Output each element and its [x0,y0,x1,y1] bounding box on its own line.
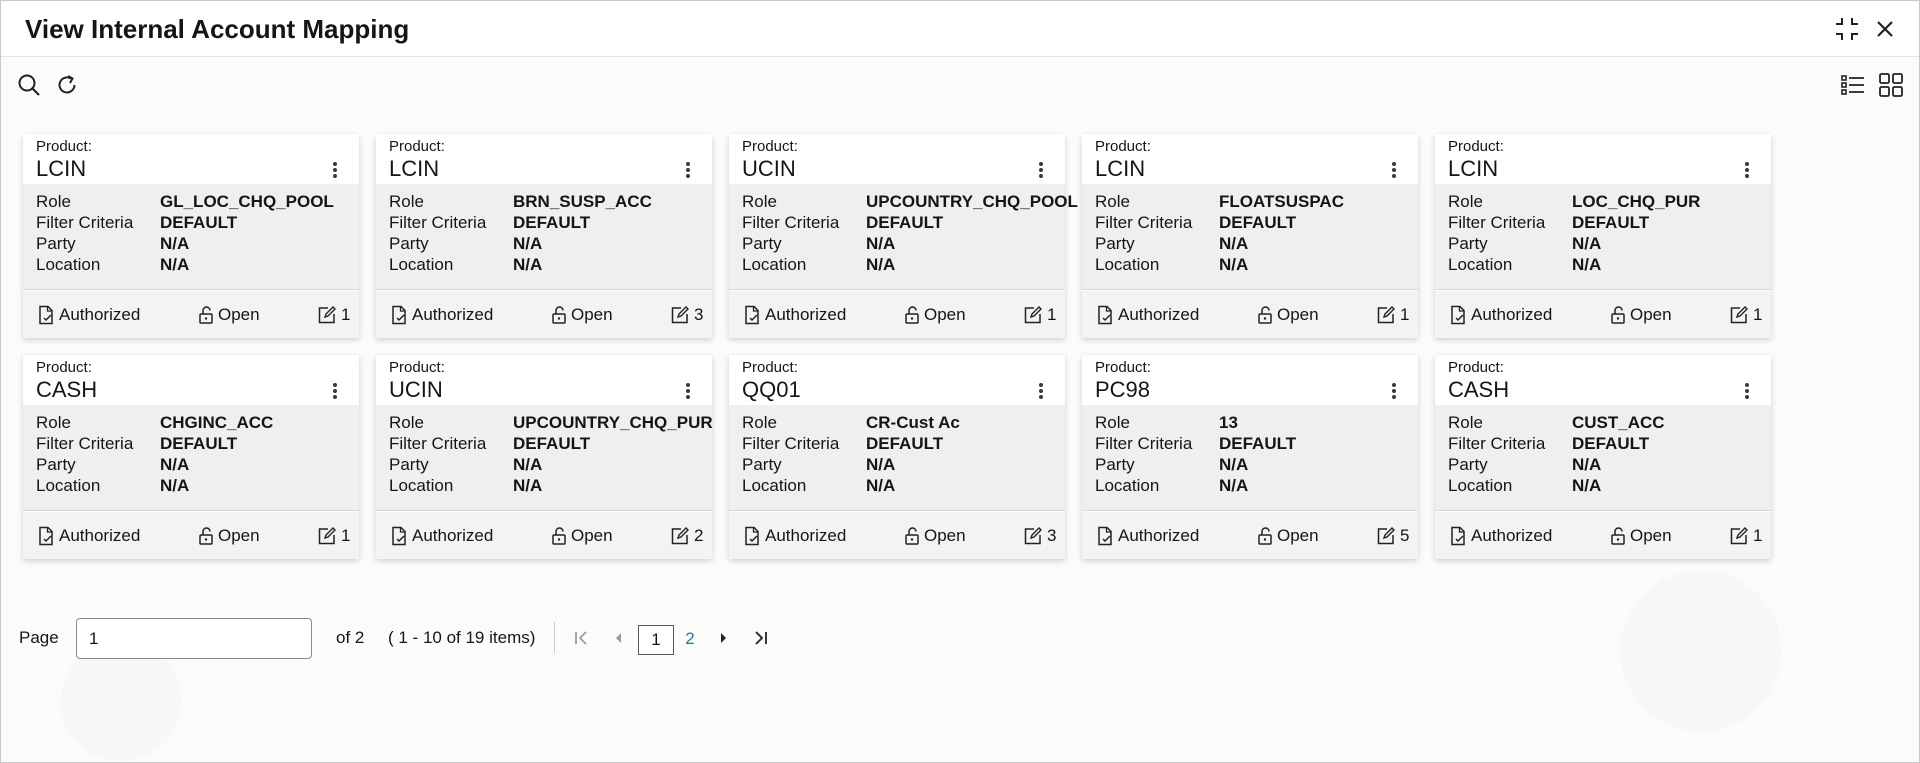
card-grid [23,134,1783,564]
filter-criteria-value: DEFAULT [1572,213,1650,232]
filter-criteria-value: DEFAULT [866,213,944,232]
open-status [1610,304,1672,326]
card-footer [729,512,1065,559]
edit-icon [1729,305,1749,325]
previous-page-icon[interactable] [607,626,631,650]
card-details [1435,184,1771,290]
role-value: 13 [1219,413,1238,432]
close-icon[interactable] [1871,15,1899,43]
modification-count-text: 3 [694,305,704,324]
role-value: LOC_CHQ_PUR [1572,192,1701,211]
location-label: Location [742,476,807,495]
filter-criteria-value: DEFAULT [513,434,591,453]
card-footer [729,291,1065,338]
party-label: Party [1095,455,1135,474]
product-label: Product: [1095,359,1151,376]
product-label: Product: [1448,138,1504,155]
open-status-text: Open [1630,526,1672,545]
role-label: Role [1448,192,1483,211]
mapping-card[interactable] [729,355,1065,559]
grid-view-icon[interactable] [1877,71,1905,99]
location-value: N/A [1219,476,1249,495]
product-value: CASH [1448,377,1510,402]
edit-icon [1023,526,1043,546]
authorized-status [1096,304,1199,326]
role-value: CUST_ACC [1572,413,1665,432]
authorized-status [390,304,493,326]
modification-count-text: 1 [341,526,351,545]
card-header [1082,134,1418,184]
unlock-icon [1610,305,1626,325]
modification-count-text: 2 [694,526,704,545]
authorized-status-text: Authorized [765,305,847,324]
location-label: Location [1095,476,1160,495]
role-label: Role [1095,413,1130,432]
open-status-text: Open [1277,526,1319,545]
party-value: N/A [1572,455,1602,474]
authorized-status [1096,525,1199,547]
card-header [1435,355,1771,405]
modification-count-text: 1 [1753,526,1763,545]
product-label: Product: [389,359,445,376]
more-options-icon[interactable] [1037,383,1045,403]
filter-criteria-label: Filter Criteria [1448,213,1546,232]
edit-icon [670,305,690,325]
product-label: Product: [36,359,92,376]
card-details [1082,184,1418,290]
party-value: N/A [160,455,190,474]
minimize-icon[interactable] [1833,15,1861,43]
location-value: N/A [513,255,543,274]
more-options-icon[interactable] [1037,162,1045,182]
filter-criteria-label: Filter Criteria [389,434,487,453]
filter-criteria-label: Filter Criteria [36,434,134,453]
filter-criteria-label: Filter Criteria [1095,434,1193,453]
product-label: Product: [389,138,445,155]
mapping-card[interactable] [23,355,359,559]
modification-count-text: 1 [1753,305,1763,324]
open-status [1257,525,1319,547]
card-footer [1435,512,1771,559]
edit-icon [317,526,337,546]
authorized-status-text: Authorized [59,526,141,545]
filter-criteria-value: DEFAULT [1572,434,1650,453]
open-status-text: Open [924,305,966,324]
modification-count [1729,304,1762,326]
modification-count [1376,304,1409,326]
authorized-status-text: Authorized [765,526,847,545]
mapping-card[interactable] [23,134,359,338]
product-label: Product: [36,138,92,155]
product-value: LCIN [1448,156,1499,181]
role-label: Role [36,413,71,432]
card-header [729,355,1065,405]
filter-criteria-value: DEFAULT [513,213,591,232]
edit-icon [317,305,337,325]
card-header [729,134,1065,184]
card-header [376,134,712,184]
role-label: Role [389,413,424,432]
location-value: N/A [1219,255,1249,274]
authorized-icon [743,526,761,546]
party-value: N/A [1219,455,1249,474]
authorized-icon [37,305,55,325]
more-options-icon[interactable] [1743,383,1751,403]
role-label: Role [742,413,777,432]
product-label: Product: [742,138,798,155]
card-details [23,405,359,511]
edit-icon [1376,305,1396,325]
modification-count [1023,525,1056,547]
authorized-status-text: Authorized [412,305,494,324]
mapping-card[interactable] [1435,355,1771,559]
location-value: N/A [160,255,190,274]
unlock-icon [904,526,920,546]
next-page-icon[interactable] [711,626,735,650]
authorized-status [37,525,140,547]
card-details [1082,405,1418,511]
modification-count [317,304,350,326]
location-label: Location [389,476,454,495]
more-options-icon[interactable] [1390,162,1398,182]
page-button-1[interactable]: 1 [638,625,674,655]
filter-criteria-value: DEFAULT [160,213,238,232]
edit-icon [1729,526,1749,546]
product-label: Product: [1095,138,1151,155]
location-value: N/A [160,476,190,495]
location-label: Location [1448,476,1513,495]
page-count-text: of 2 [336,628,365,647]
card-header [23,134,359,184]
product-value: LCIN [36,156,87,181]
product-value: CASH [36,377,98,402]
open-status-text: Open [218,305,260,324]
modification-count-text: 1 [341,305,351,324]
product-value: UCIN [742,156,796,181]
card-details [729,184,1078,290]
more-options-icon[interactable] [684,162,692,182]
page-button-2[interactable]: 2 [685,629,695,648]
unlock-icon [551,526,567,546]
card-footer [376,291,712,338]
card-footer [1435,291,1771,338]
filter-criteria-label: Filter Criteria [1448,434,1546,453]
party-value: N/A [866,234,896,253]
filter-criteria-label: Filter Criteria [742,213,840,232]
role-value: FLOATSUSPAC [1219,192,1344,211]
authorized-status [1449,525,1552,547]
unlock-icon [1257,305,1273,325]
filter-criteria-label: Filter Criteria [36,213,134,232]
mapping-card[interactable] [1082,134,1418,338]
authorized-icon [1096,526,1114,546]
mapping-card[interactable] [376,355,712,559]
filter-criteria-label: Filter Criteria [1095,213,1193,232]
role-label: Role [742,192,777,211]
location-value: N/A [1572,476,1602,495]
card-details [376,405,712,511]
product-value: QQ01 [742,377,801,402]
open-status [904,304,966,326]
authorized-status-text: Authorized [1118,526,1200,545]
party-value: N/A [1572,234,1602,253]
party-value: N/A [513,455,543,474]
filter-criteria-value: DEFAULT [1219,213,1297,232]
location-value: N/A [866,255,896,274]
page-number-input[interactable] [76,618,312,659]
mapping-card[interactable] [1435,134,1771,338]
authorized-status [743,525,846,547]
open-status-text: Open [1277,305,1319,324]
product-value: UCIN [389,377,443,402]
page-label: Page [19,628,59,647]
refresh-icon[interactable] [53,71,81,99]
location-label: Location [36,476,101,495]
modification-count [317,525,350,547]
last-page-icon[interactable] [749,626,773,650]
product-value: LCIN [389,156,440,181]
authorized-icon [390,305,408,325]
location-value: N/A [513,476,543,495]
open-status [1257,304,1319,326]
first-page-icon[interactable] [569,626,593,650]
card-header [1082,355,1418,405]
card-footer [1082,291,1418,338]
more-options-icon[interactable] [1743,162,1751,182]
authorized-icon [1096,305,1114,325]
modification-count [670,525,703,547]
party-label: Party [1448,234,1488,253]
modification-count [670,304,703,326]
edit-icon [670,526,690,546]
more-options-icon[interactable] [331,162,339,182]
role-label: Role [36,192,71,211]
authorized-status-text: Authorized [59,305,141,324]
open-status [551,304,613,326]
modification-count-text: 5 [1400,526,1410,545]
card-footer [376,512,712,559]
party-value: N/A [1219,234,1249,253]
party-label: Party [742,455,782,474]
party-value: N/A [160,234,190,253]
card-footer [23,291,359,338]
unlock-icon [198,305,214,325]
card-details [376,184,712,290]
edit-icon [1376,526,1396,546]
party-label: Party [389,455,429,474]
filter-criteria-value: DEFAULT [160,434,238,453]
card-footer [1082,512,1418,559]
authorized-status-text: Authorized [1471,305,1553,324]
authorized-status-text: Authorized [412,526,494,545]
product-label: Product: [742,359,798,376]
role-value: CHGINC_ACC [160,413,274,432]
modification-count [1729,525,1762,547]
open-status-text: Open [924,526,966,545]
unlock-icon [551,305,567,325]
open-status-text: Open [1630,305,1672,324]
authorized-status [390,525,493,547]
role-label: Role [389,192,424,211]
mapping-card[interactable] [1082,355,1418,559]
authorized-status-text: Authorized [1471,526,1553,545]
party-label: Party [1095,234,1135,253]
open-status-text: Open [571,305,613,324]
location-label: Location [742,255,807,274]
role-value: BRN_SUSP_ACC [513,192,652,211]
list-view-icon[interactable] [1839,71,1867,99]
modification-count [1023,304,1056,326]
location-value: N/A [866,476,896,495]
mapping-card[interactable] [729,134,1078,338]
authorized-icon [390,526,408,546]
role-value: GL_LOC_CHQ_POOL [160,192,334,211]
role-label: Role [1095,192,1130,211]
authorized-icon [37,526,55,546]
authorized-icon [1449,305,1467,325]
open-status-text: Open [218,526,260,545]
party-label: Party [742,234,782,253]
party-value: N/A [866,455,896,474]
card-header [376,355,712,405]
party-label: Party [36,234,76,253]
location-label: Location [1448,255,1513,274]
unlock-icon [1257,526,1273,546]
card-footer [23,512,359,559]
modification-count-text: 1 [1047,305,1057,324]
modification-count [1376,525,1409,547]
open-status [198,304,260,326]
open-status [1610,525,1672,547]
pager-divider [554,622,555,654]
authorized-status [1449,304,1552,326]
edit-icon [1023,305,1043,325]
authorized-status [37,304,140,326]
card-header [1435,134,1771,184]
filter-criteria-value: DEFAULT [1219,434,1297,453]
more-options-icon[interactable] [331,383,339,403]
authorized-status [743,304,846,326]
unlock-icon [1610,526,1626,546]
card-details [729,405,1065,511]
filter-criteria-value: DEFAULT [866,434,944,453]
location-label: Location [1095,255,1160,274]
party-label: Party [1448,455,1488,474]
pagination [19,618,799,658]
open-status [904,525,966,547]
unlock-icon [904,305,920,325]
open-status [551,525,613,547]
party-label: Party [389,234,429,253]
location-value: N/A [1572,255,1602,274]
open-status-text: Open [571,526,613,545]
product-value: LCIN [1095,156,1146,181]
title-bar [1,1,1919,57]
card-details [1435,405,1771,511]
filter-criteria-label: Filter Criteria [389,213,487,232]
authorized-icon [743,305,761,325]
party-value: N/A [513,234,543,253]
role-value: UPCOUNTRY_CHQ_PUR [513,413,713,432]
mapping-card[interactable] [376,134,712,338]
location-label: Location [389,255,454,274]
authorized-icon [1449,526,1467,546]
items-range-text: ( 1 - 10 of 19 items) [388,628,536,647]
authorized-status-text: Authorized [1118,305,1200,324]
role-value: UPCOUNTRY_CHQ_POOL [866,192,1078,211]
product-value: PC98 [1095,377,1151,402]
unlock-icon [198,526,214,546]
role-label: Role [1448,413,1483,432]
role-value: CR-Cust Ac [866,413,960,432]
modification-count-text: 1 [1400,305,1410,324]
filter-criteria-label: Filter Criteria [742,434,840,453]
party-label: Party [36,455,76,474]
more-options-icon[interactable] [684,383,692,403]
card-details [23,184,359,290]
location-label: Location [36,255,101,274]
more-options-icon[interactable] [1390,383,1398,403]
open-status [198,525,260,547]
modification-count-text: 3 [1047,526,1057,545]
search-icon[interactable] [15,71,43,99]
product-label: Product: [1448,359,1504,376]
page-title: View Internal Account Mapping [25,14,410,44]
card-header [23,355,359,405]
